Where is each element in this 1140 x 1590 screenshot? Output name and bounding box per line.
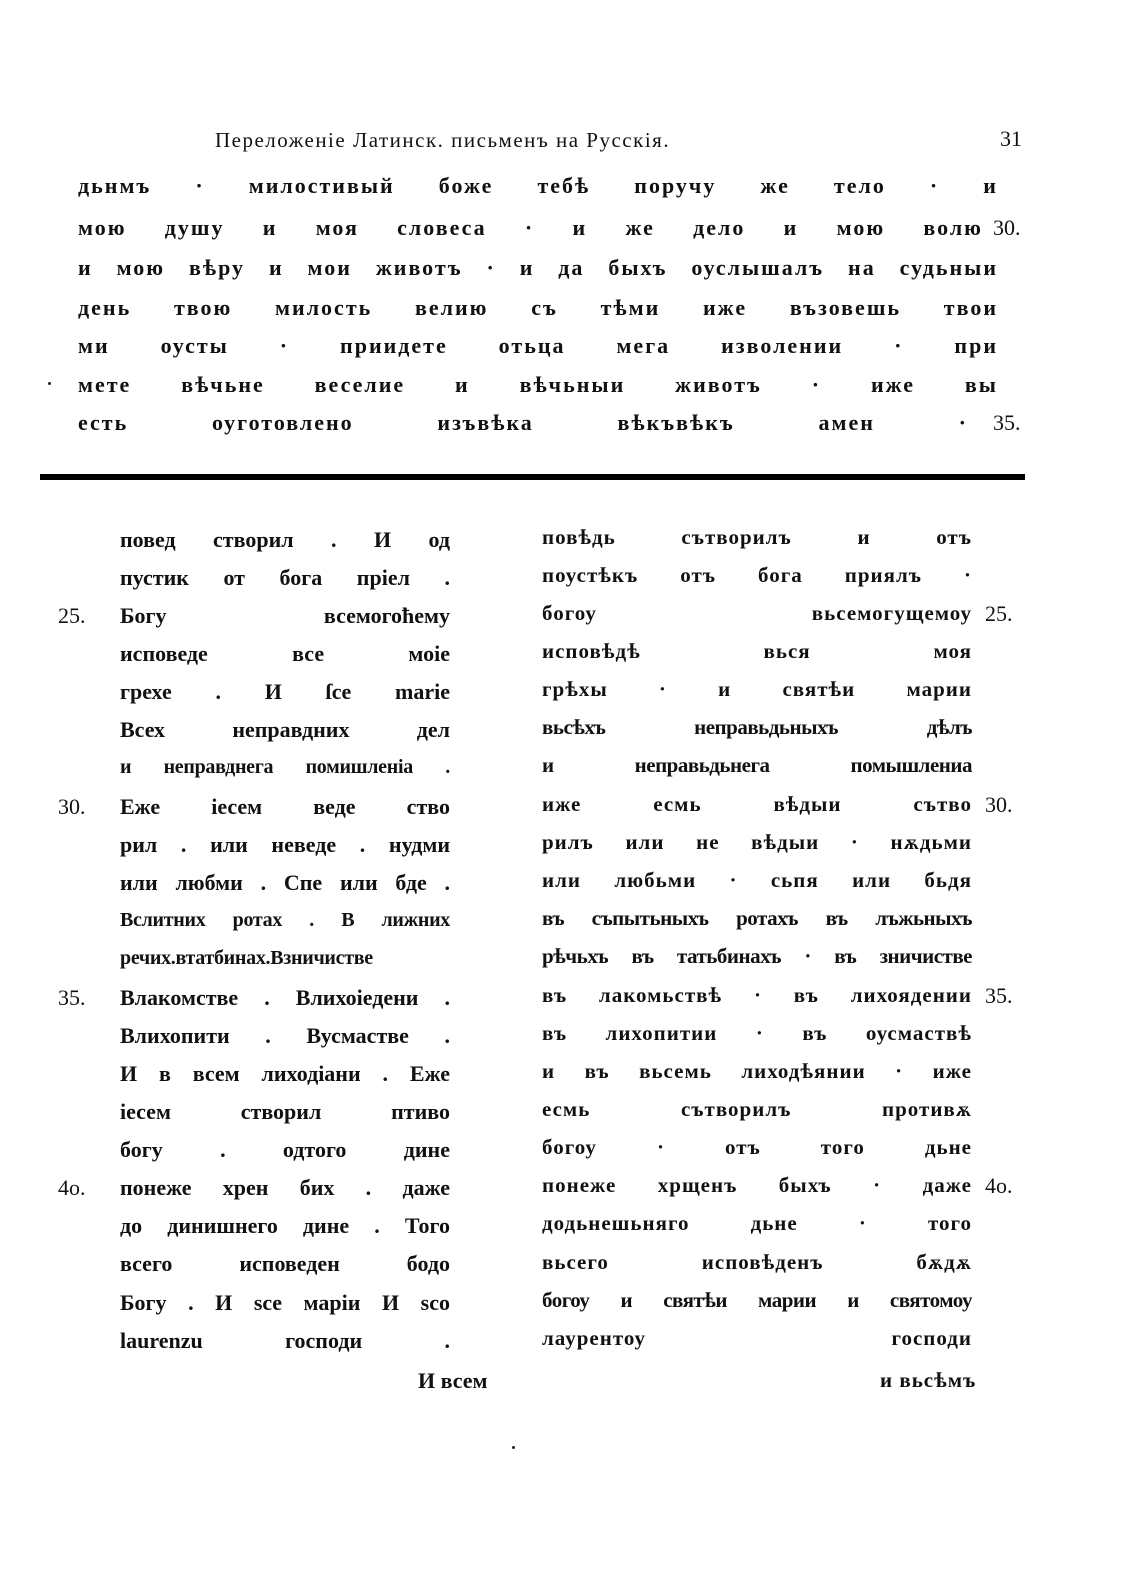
- left-line: Влакомстве . Влихоіедени .: [120, 985, 450, 1010]
- line-number: 35.: [993, 410, 1021, 435]
- top-line: есть оуготовлено изъвѣка вѣкъвѣкъ амен ·: [78, 410, 968, 435]
- left-line: Богу . И sce маріи И sco: [120, 1290, 450, 1315]
- catchword-left: И всем: [418, 1368, 488, 1393]
- top-line: мою душу и моя словеса · и же дело и мою волю: [78, 215, 983, 240]
- section-divider: [40, 474, 1025, 480]
- page-number: 31: [1000, 126, 1022, 151]
- right-line: понеже хрщенъ быхъ · даже: [542, 1173, 972, 1197]
- catchword-right: и вьсѣмъ: [880, 1368, 977, 1392]
- left-line: Вслитних ротах . В лижних: [120, 909, 450, 931]
- line-number: 4o.: [58, 1175, 86, 1200]
- left-line: іесем створил птиво: [120, 1099, 450, 1124]
- top-line: мете вѣчьне веселие и вѣчьныи животъ · иже вы: [78, 372, 998, 397]
- line-number: 4o.: [985, 1173, 1013, 1198]
- page-header-title: Переложеніе Латинск. письменъ на Русскія.: [215, 128, 671, 152]
- right-line: рилъ или не вѣдыи · нѫдьми: [542, 830, 972, 854]
- right-line: рѣчьхъ въ татьбинахъ · въ зничистве: [542, 944, 972, 968]
- top-line: дьнмъ · милостивый боже тебѣ поручу же тело · и: [78, 173, 998, 198]
- left-line: Еже іесем веде ство: [120, 794, 450, 819]
- left-line: Всех неправдних дел: [120, 717, 450, 742]
- margin-speck: [512, 1446, 515, 1449]
- line-number: 35.: [985, 983, 1013, 1008]
- left-line: понеже хрен бих . даже: [120, 1175, 450, 1200]
- right-line: повѣдь сътворилъ и отъ: [542, 525, 972, 549]
- left-line: богу . одтого дине: [120, 1137, 450, 1162]
- right-line: вьсего исповѣденъ бѫдѫ: [542, 1250, 972, 1274]
- line-number: 25.: [58, 603, 86, 628]
- right-line: богоу · отъ того дьне: [542, 1135, 972, 1159]
- right-line: додьнешьняго дьне · того: [542, 1211, 972, 1235]
- left-line: до динишнего дине . Того: [120, 1213, 450, 1238]
- left-line: грехе . И ſce marie: [120, 679, 450, 704]
- left-line: исповеде все моіе: [120, 641, 450, 666]
- right-line: или любьми · сьпя или бьдя: [542, 868, 972, 892]
- left-line: Богу всемогоћему: [120, 603, 450, 628]
- right-line: богоу вьсемогущемоу: [542, 601, 972, 625]
- right-line: въ лихопитии · въ оусмаствѣ: [542, 1021, 972, 1045]
- right-line: вьсѣхъ неправьдьныхъ дѣлъ: [542, 715, 972, 739]
- line-number: 30.: [993, 215, 1021, 240]
- left-line: повед створил . И од: [120, 527, 450, 552]
- line-number: 30.: [58, 794, 86, 819]
- left-line: пустик от бога пріел .: [120, 565, 450, 590]
- right-line: въ лакомьствѣ · въ лихоядении: [542, 983, 972, 1007]
- right-line: грѣхы · и святѣи марии: [542, 677, 972, 701]
- left-line: или любми . Спе или бде .: [120, 870, 450, 895]
- line-number: 30.: [985, 792, 1013, 817]
- top-line: ми оусты · приидете отьца мега изволении · при: [78, 333, 998, 358]
- line-number: 35.: [58, 985, 86, 1010]
- line-number: 25.: [985, 601, 1013, 626]
- right-line: иже есмь вѣдыи сътво: [542, 792, 972, 816]
- right-line: въ съпытьныхъ ротахъ въ лъжьныхъ: [542, 906, 972, 930]
- right-line: богоу и святѣи марии и святомоу: [542, 1288, 972, 1312]
- left-line: Влихопити . Вусмастве .: [120, 1023, 450, 1048]
- left-line: laurenzu господи .: [120, 1328, 450, 1353]
- right-line: и неправьдьнега помышлениа: [542, 753, 972, 777]
- right-line: есмь сътворилъ противѫ: [542, 1097, 972, 1121]
- left-line: И в всем лиходіани . Еже: [120, 1061, 450, 1086]
- right-line: и въ вьсемь лиходѣянии · иже: [542, 1059, 972, 1083]
- right-line: исповѣдѣ вься моя: [542, 639, 972, 663]
- right-line: поустѣкъ отъ бога приялъ ·: [542, 563, 972, 587]
- top-line: день твою милость велию съ тѣми иже възовешь твои: [78, 295, 998, 320]
- left-line: рил . или неведе . нудми: [120, 832, 450, 857]
- margin-speck: [48, 382, 51, 385]
- left-line: речих.втатбинах.Взничистве: [120, 947, 373, 969]
- left-line: и неправднега помишленіа .: [120, 756, 450, 778]
- top-line: и мою вѣру и мои животъ · и да быхъ оуслышалъ на судьныи: [78, 255, 998, 280]
- left-line: всего исповеден бодо: [120, 1251, 450, 1276]
- right-line: лаурентоу господи: [542, 1326, 972, 1350]
